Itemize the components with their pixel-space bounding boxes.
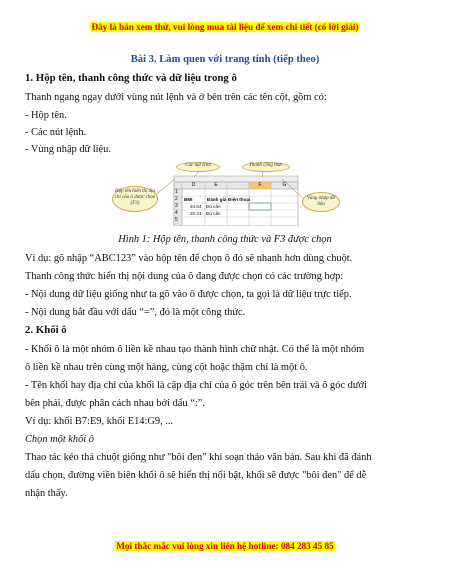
row-header: 4 xyxy=(175,210,178,216)
paragraph: dấu chọn, đường viền biên khối ô sẽ hiển thị nổi bật, khối sẽ được "bôi đen" để dễ xyxy=(25,470,367,481)
subheading: Chọn một khối ô xyxy=(25,434,94,445)
hotline-banner: Mọi thắc mắc vui lòng xin liên hệ hotline: 084 283 45 85 xyxy=(116,541,334,551)
cell: Điện thoại xyxy=(228,197,251,202)
row-header: 5 xyxy=(175,217,178,223)
row-header: 2 xyxy=(175,196,178,202)
column-header: E xyxy=(214,182,218,188)
column-header: F xyxy=(258,182,262,188)
callout-formula-bar: Thanh công thức xyxy=(242,162,290,172)
paragraph: Ví dụ: gõ nhập “ABC123” vào hộp tên để chọn ô đó sẽ nhanh hơn dùng chuột. xyxy=(25,253,353,264)
paragraph: - Nội dung bắt đầu với dấu “=”, đó là một công thức. xyxy=(25,307,246,318)
preview-notice-banner: Đây là bản xem thử, vui lòng mua tài liệu để xem chi tiết (có lời giải) xyxy=(91,22,359,32)
cell: Đủ cân xyxy=(206,204,221,209)
callout-input-area: Vùng nhập dữ liệu xyxy=(302,192,340,212)
list-item: - Các nút lệnh. xyxy=(25,127,87,138)
paragraph: Thao tác kéo thả chuột giống như "bôi đen" khi soạn thảo văn bản. Sau khi đã đánh xyxy=(25,452,372,463)
column-header: G xyxy=(282,182,287,188)
section-1-intro: Thanh ngang ngay dưới vùng nút lệnh và ở bên trên các tên cột, gồm có: xyxy=(25,92,327,103)
callout-name-box: Hộp tên hiển thị địa chỉ của ô được chọn (F3) xyxy=(112,186,158,212)
paragraph: Thanh công thức hiển thị nội dung của ô đang được chọn có các trường hợp: xyxy=(25,271,344,282)
paragraph: - Khối ô là một nhóm ô liền kề nhau tạo thành hình chữ nhật. Có thể là một nhóm xyxy=(25,344,365,355)
cell: Đủ cân xyxy=(206,211,221,216)
cell: Đánh giá xyxy=(207,197,227,202)
paragraph: nhận thấy. xyxy=(25,488,68,499)
column-header: D xyxy=(191,182,196,188)
section-2-heading: 2. Khối ô xyxy=(25,324,67,336)
row-header: 3 xyxy=(175,203,178,209)
cell: 24.64 xyxy=(190,204,202,209)
paragraph: bên phải, được phân cách nhau bởi dấu “:”. xyxy=(25,398,205,409)
figure-spreadsheet xyxy=(112,162,342,226)
lesson-title: Bài 3. Làm quen với trang tính (tiếp theo) xyxy=(130,54,320,65)
cell: BMI xyxy=(184,197,193,202)
row-header: 1 xyxy=(175,189,178,195)
paragraph: - Nội dung dữ liệu giống như ta gõ vào ô được chọn, ta gọi là dữ liệu trực tiếp. xyxy=(25,289,352,300)
paragraph: - Tên khối hay địa chỉ của khối là cặp địa chỉ của ô góc trên bên trái và ô góc dưới xyxy=(25,380,367,391)
list-item: - Vùng nhập dữ liệu. xyxy=(25,144,111,155)
list-item: - Hộp tên. xyxy=(25,110,67,121)
section-1-heading: 1. Hộp tên, thanh công thức và dữ liệu trong ô xyxy=(25,72,237,84)
callout-buttons: Các nút lệnh xyxy=(176,162,220,172)
cell: 20.31 xyxy=(190,211,202,216)
paragraph: ô liền kề nhau trên cùng một hàng, cùng cột hoặc thậm chí là một ô. xyxy=(25,362,308,373)
paragraph: Ví dụ: khối B7:E9, khối E14:G9, ... xyxy=(25,416,174,427)
figure-caption: Hình 1: Hộp tên, thanh công thức và F3 được chọn xyxy=(118,234,332,245)
